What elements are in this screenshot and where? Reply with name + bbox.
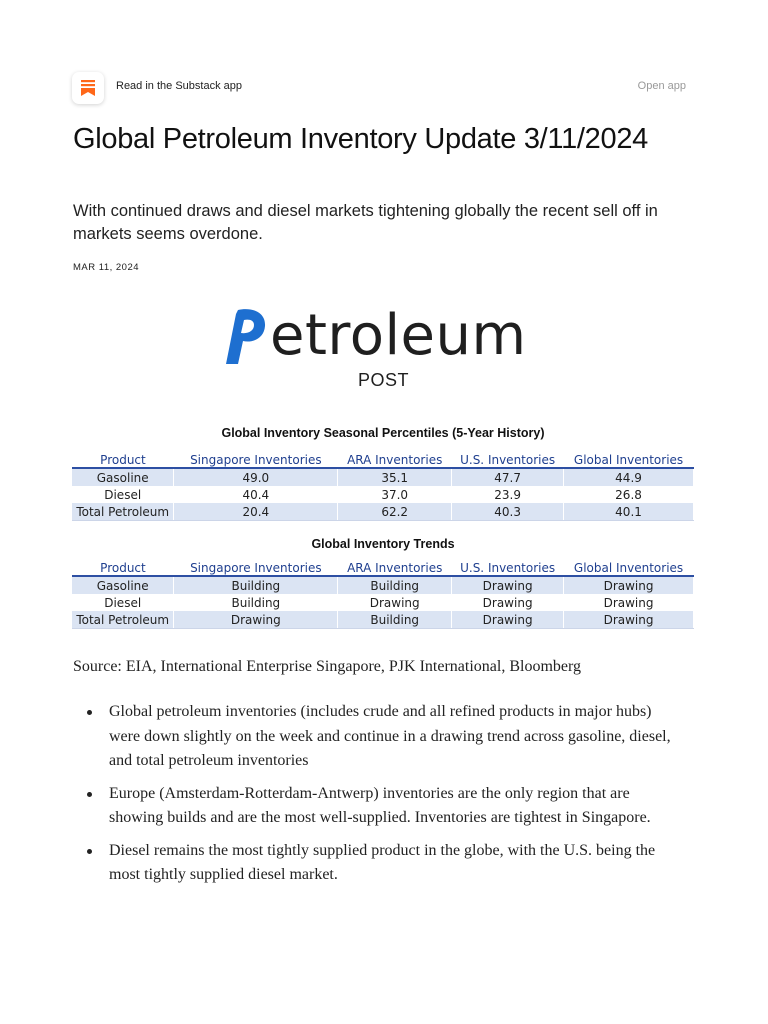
table-cell: Diesel: [72, 486, 174, 503]
column-header: Product: [72, 452, 174, 468]
percentiles-table: [72, 452, 694, 521]
table-cell: 40.3: [452, 503, 564, 521]
table-cell: 47.7: [452, 468, 564, 486]
table-cell: Drawing: [564, 611, 694, 629]
table-cell: Total Petroleum: [72, 503, 174, 521]
table-header-row: [72, 452, 694, 468]
table-cell: Diesel: [72, 594, 174, 611]
table-row: [72, 486, 694, 503]
trends-table: [72, 560, 694, 629]
table-cell: Drawing: [564, 576, 694, 594]
table-cell: 26.8: [564, 486, 694, 503]
table-cell: Building: [174, 594, 338, 611]
column-header: Singapore Inventories: [174, 560, 338, 576]
table-cell: Building: [338, 576, 452, 594]
table-cell: Drawing: [564, 594, 694, 611]
table-cell: 23.9: [452, 486, 564, 503]
logo-p-icon: [224, 306, 268, 366]
table-cell: Gasoline: [72, 576, 174, 594]
table-row: [72, 468, 694, 486]
column-header: Global Inventories: [564, 452, 694, 468]
banner-text: Read in the Substack app: [116, 80, 242, 92]
table-cell: Building: [338, 611, 452, 629]
table-row: [72, 503, 694, 521]
logo-post: POST: [358, 370, 410, 390]
table-cell: Drawing: [174, 611, 338, 629]
column-header: Singapore Inventories: [174, 452, 338, 468]
post-date: MAR 11, 2024: [73, 262, 140, 273]
table-row: [72, 594, 694, 611]
bullet-list: [73, 700, 685, 896]
table-cell: Drawing: [452, 594, 564, 611]
column-header: U.S. Inventories: [452, 452, 564, 468]
table-cell: 40.1: [564, 503, 694, 521]
table-cell: 37.0: [338, 486, 452, 503]
logo-word: etroleum: [270, 303, 527, 368]
table-cell: Drawing: [452, 576, 564, 594]
table-cell: Drawing: [338, 594, 452, 611]
table-row: [72, 576, 694, 594]
source-line: Source: EIA, International Enterprise Singapore, PJK International, Bloomberg: [73, 658, 582, 675]
list-item: Europe (Amsterdam-Rotterdam-Antwerp) inventories are the only region that are showing builds and are the most well-supplied. Inventories are tightest in Singapore.: [73, 782, 685, 831]
table-cell: 35.1: [338, 468, 452, 486]
app-banner: [72, 72, 692, 104]
open-app-link[interactable]: Open app: [637, 80, 686, 92]
post-subtitle: With continued draws and diesel markets tightening globally the recent sell off in markets seems overdone.: [73, 202, 658, 243]
table-cell: Total Petroleum: [72, 611, 174, 629]
table2-title: Global Inventory Trends: [311, 537, 455, 551]
post-title: Global Petroleum Inventory Update 3/11/2024: [73, 123, 648, 155]
table-header-row: [72, 560, 694, 576]
petroleum-post-logo: [224, 304, 554, 396]
table-cell: Drawing: [452, 611, 564, 629]
table-cell: Building: [174, 576, 338, 594]
table-cell: 62.2: [338, 503, 452, 521]
column-header: Product: [72, 560, 174, 576]
table-cell: 40.4: [174, 486, 338, 503]
table-row: [72, 611, 694, 629]
table-cell: 20.4: [174, 503, 338, 521]
table-cell: 44.9: [564, 468, 694, 486]
column-header: Global Inventories: [564, 560, 694, 576]
list-item: Global petroleum inventories (includes crude and all refined products in major hubs) were down slightly on the week and continue in a drawing trend across gasoline, diesel, and total petroleum inventories: [73, 700, 685, 774]
table1-title: Global Inventory Seasonal Percentiles (5-Year History): [221, 426, 545, 440]
table-cell: Gasoline: [72, 468, 174, 486]
column-header: ARA Inventories: [338, 560, 452, 576]
substack-icon[interactable]: [72, 72, 104, 104]
table-cell: 49.0: [174, 468, 338, 486]
column-header: U.S. Inventories: [452, 560, 564, 576]
column-header: ARA Inventories: [338, 452, 452, 468]
list-item: Diesel remains the most tightly supplied product in the globe, with the U.S. being the most tightly supplied diesel market.: [73, 839, 685, 888]
